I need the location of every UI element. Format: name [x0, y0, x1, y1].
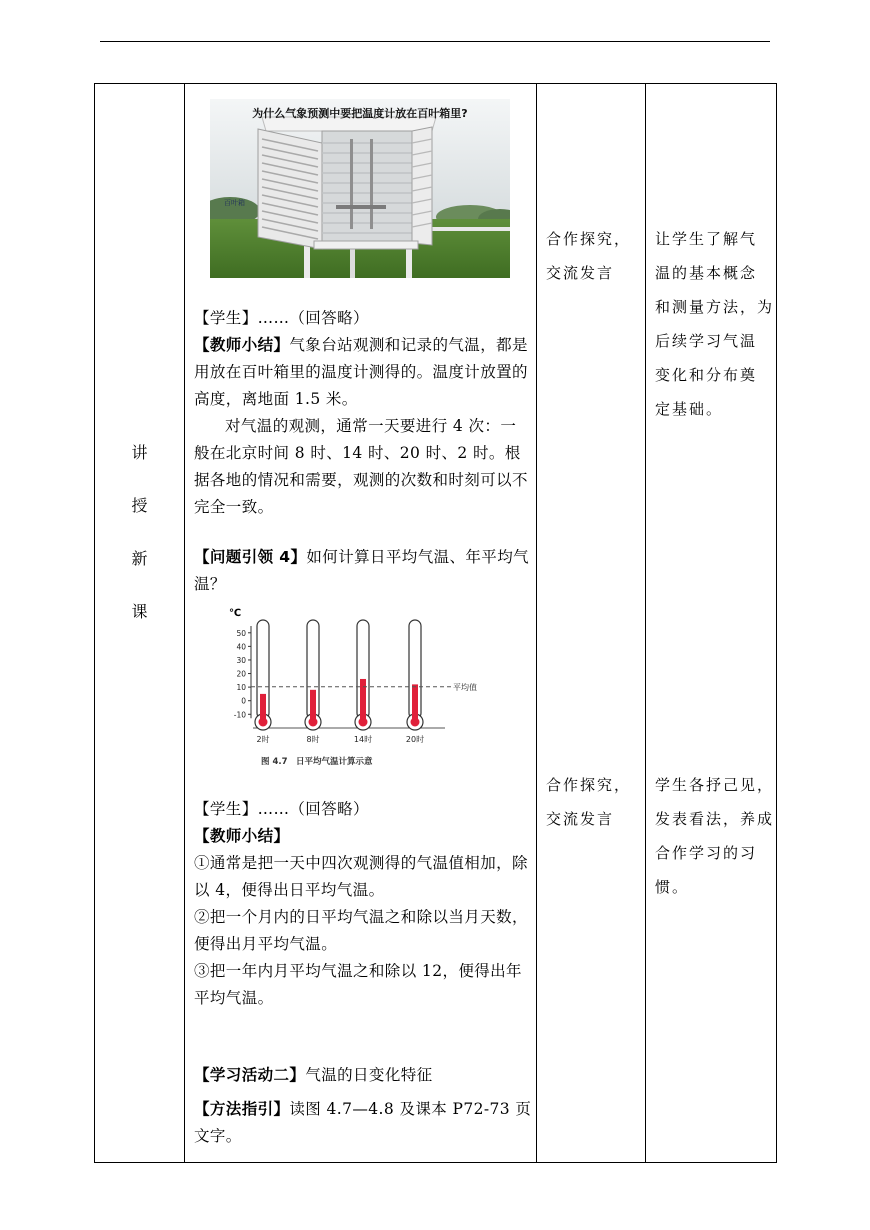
thermometer-bulb	[309, 718, 318, 727]
photo-question: 为什么气象预测中要把温度计放在百叶箱里?	[252, 107, 468, 120]
purpose-line: 学生各抒己见，	[655, 776, 775, 794]
y-tick-label: 0	[241, 696, 246, 706]
thermometer-bar	[310, 690, 316, 721]
section-char: 讲	[131, 443, 148, 462]
average-label: 平均值	[453, 682, 477, 692]
block1-teacher	[194, 332, 532, 413]
purpose-cell	[646, 84, 777, 1163]
teacher-summary-tag: 【教师小结】	[194, 336, 290, 354]
y-axis-unit: ℃	[229, 608, 242, 619]
thermometer-chart	[225, 604, 495, 772]
y-tick-label: 30	[236, 655, 246, 665]
photo-small-label: 百叶箱	[224, 199, 245, 207]
section-char: 授	[131, 496, 148, 515]
purpose-line: 让学生了解气	[655, 230, 758, 248]
purpose-line: 和测量方法，为	[655, 298, 775, 316]
activity-cell	[537, 84, 646, 1163]
activity-line: 合作探究，	[546, 776, 632, 794]
purpose-line: 惯。	[655, 878, 690, 896]
block1-student: 【学生】……（回答略）	[194, 309, 369, 327]
purpose-first	[655, 222, 774, 426]
y-tick-label: -10	[233, 710, 246, 720]
observation-paragraph: 对气温的观测，通常一天要进行 4 次：一般在北京时间 8 时、14 时、20 时、2 时。根据各地的情况和需要，观测的次数和时刻可以不完全一致。	[194, 417, 528, 516]
block2-student: 【学生】……（回答略）	[194, 800, 369, 818]
section-char: 课	[131, 602, 148, 621]
thermometer-bar	[260, 694, 266, 721]
method-guide	[194, 1096, 532, 1150]
method-text: 读图 4.7—4.8 及课本 P72-73 页文字。	[194, 1100, 532, 1145]
stevenson-screen-photo	[210, 99, 510, 278]
purpose-line: 后续学习气温	[655, 332, 758, 350]
y-tick-label: 50	[236, 628, 246, 638]
question4-tag: 【问题引领 4】	[194, 548, 307, 566]
thermometer-bulb	[359, 718, 368, 727]
x-category-label: 20时	[405, 735, 425, 744]
section-cell	[95, 84, 185, 1163]
summary-item-2: ②把一个月内的日平均气温之和除以当月天数，便得出月平均气温。	[194, 908, 528, 953]
activity-line: 交流发言	[546, 810, 615, 828]
x-category-label: 8时	[306, 735, 320, 744]
lesson-table	[94, 83, 777, 1163]
section-label	[95, 426, 184, 638]
content-cell	[185, 84, 537, 1163]
activity-line: 交流发言	[546, 264, 615, 282]
header-rule	[100, 41, 770, 42]
activity-first	[546, 222, 631, 290]
method-tag: 【方法指引】	[194, 1100, 290, 1118]
purpose-line: 定基础。	[655, 400, 724, 418]
x-category-label: 14时	[353, 735, 373, 744]
activity2-tag: 【学习活动二】	[194, 1066, 306, 1084]
thermometer-bar	[360, 679, 366, 721]
question4	[194, 544, 532, 598]
thermometer-bulb	[259, 718, 268, 727]
purpose-second	[655, 768, 774, 904]
activity-line: 合作探究，	[546, 230, 632, 248]
thermometer-bar	[412, 684, 418, 721]
thermometer-bulb	[411, 718, 420, 727]
summary-item-3: ③把一年内月平均气温之和除以 12，便得出年平均气温。	[194, 962, 522, 1007]
y-tick-label: 20	[236, 669, 246, 679]
section-char: 新	[131, 549, 148, 568]
chart-caption: 图 4.7 日平均气温计算示意	[261, 757, 373, 767]
purpose-line: 合作学习的习	[655, 844, 758, 862]
teacher-summary-text: 气象台站观测和记录的气温，都是用放在百叶箱里的温度计测得的。温度计放置的高度，离地面 1.5 米。	[194, 336, 528, 408]
y-tick-label: 40	[236, 642, 246, 652]
question4-text: 如何计算日平均气温、年平均气温？	[194, 548, 529, 593]
thermometer-chart-svg	[225, 604, 495, 772]
activity-second	[546, 768, 631, 836]
y-tick-label: 10	[236, 683, 246, 693]
block2-teacher-tag: 【教师小结】	[194, 827, 290, 845]
purpose-line: 变化和分布奠	[655, 366, 758, 384]
activity2	[194, 1062, 532, 1089]
activity2-text: 气温的日变化特征	[305, 1066, 433, 1084]
purpose-line: 温的基本概念	[655, 264, 758, 282]
x-category-label: 2时	[256, 735, 270, 744]
purpose-line: 发表看法，养成	[655, 810, 775, 828]
summary-item-1: ①通常是把一天中四次观测得的气温值相加，除以 4，便得出日平均气温。	[194, 854, 528, 899]
